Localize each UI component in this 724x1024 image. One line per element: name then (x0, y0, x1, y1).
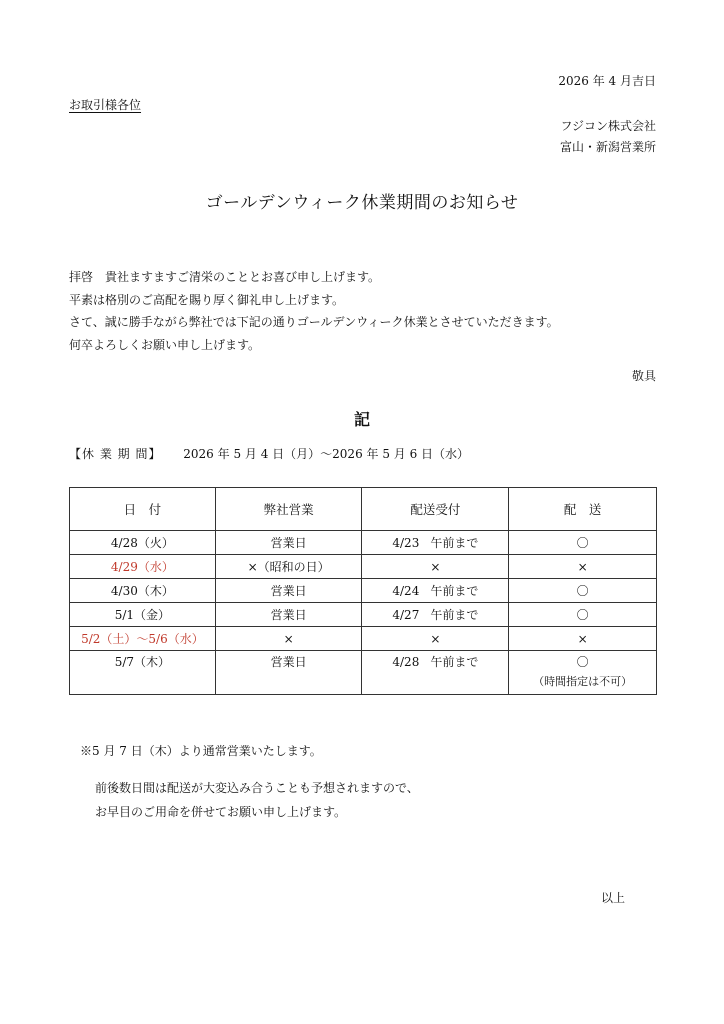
end-mark: 以上 (601, 891, 626, 905)
ki-heading: 記 (353, 410, 370, 429)
closing: 敬具 (631, 369, 656, 383)
additional-note (95, 776, 419, 824)
row-receipt: × (362, 627, 509, 651)
body-line: 拝啓 貴社ますますご清栄のこととお喜び申し上げます。 (69, 270, 381, 284)
row-delivery: 〇 (509, 579, 657, 603)
row-business: ×（昭和の日） (215, 555, 362, 579)
row-date: 5/2（土）～5/6（水） (70, 627, 216, 651)
receipt-time: 午前まで (430, 655, 479, 669)
row-delivery: × (509, 555, 657, 579)
row-business: 営業日 (215, 531, 362, 555)
table-header-row (70, 488, 657, 531)
header-receipt: 配送受付 (362, 488, 509, 531)
document-date: 2026 年 4 月吉日 (558, 74, 656, 88)
receipt-date: 4/24 (392, 584, 420, 598)
recipient: お取引様各位 (69, 98, 142, 112)
table-row (70, 579, 657, 603)
body-line: さて、誠に勝手ながら弊社では下記の通りゴールデンウィーク休業とさせていただきます。 (69, 315, 559, 329)
header-delivery: 配 送 (509, 488, 657, 531)
row-receipt: × (362, 555, 509, 579)
row-date: 5/7（木） (70, 651, 216, 695)
receipt-time: 午前まで (430, 608, 479, 622)
row-delivery: × (509, 627, 657, 651)
normal-business-notice: ※5 月 7 日（木）より通常営業いたします。 (80, 744, 322, 758)
office-name: 富山・新潟営業所 (559, 140, 656, 154)
receipt-date: 4/28 (392, 655, 420, 669)
row-business: × (215, 627, 362, 651)
receipt-date: 4/27 (392, 608, 420, 622)
row-date: 4/29（水） (70, 555, 216, 579)
row-business: 営業日 (215, 579, 362, 603)
row-business: 営業日 (215, 603, 362, 627)
row-receipt (362, 603, 509, 627)
header-business: 弊社営業 (215, 488, 362, 531)
delivery-note: （時間指定は不可） (533, 675, 633, 688)
row-delivery (509, 651, 657, 695)
receipt-date: 4/23 (392, 536, 420, 550)
table-row (70, 651, 657, 695)
table-row (70, 603, 657, 627)
table-row (70, 555, 657, 579)
row-date: 4/28（火） (70, 531, 216, 555)
schedule-table (69, 487, 657, 695)
document-title: ゴールデンウィーク休業期間のお知らせ (205, 193, 519, 213)
greeting-body (69, 266, 559, 356)
body-line: 平素は格別のご高配を賜り厚く御礼申し上げます。 (69, 292, 345, 307)
row-date: 5/1（金） (70, 603, 216, 627)
table-row (70, 627, 657, 651)
row-business: 営業日 (215, 651, 362, 695)
period-value: 2026 年 5 月 4 日（月）～2026 年 5 月 6 日（水） (183, 447, 470, 461)
header-date: 日 付 (70, 488, 216, 531)
note-line: お早目のご用命を併せてお願い申し上げます。 (95, 805, 347, 819)
row-receipt (362, 651, 509, 695)
receipt-time: 午前まで (430, 536, 479, 550)
body-line: 何卒よろしくお願い申し上げます。 (69, 337, 261, 352)
company-name: フジコン株式会社 (560, 119, 656, 133)
row-receipt (362, 531, 509, 555)
note-line: 前後数日間は配送が大変込み合うことも予想されますので、 (95, 781, 419, 795)
table-row (70, 531, 657, 555)
holiday-period (69, 445, 469, 462)
row-delivery: 〇 (509, 603, 657, 627)
row-date: 4/30（木） (70, 579, 216, 603)
period-label: 【休 業 期 間】 (69, 447, 162, 461)
row-delivery: 〇 (509, 531, 657, 555)
receipt-time: 午前まで (430, 584, 479, 598)
row-receipt (362, 579, 509, 603)
delivery-mark: 〇 (576, 655, 589, 669)
